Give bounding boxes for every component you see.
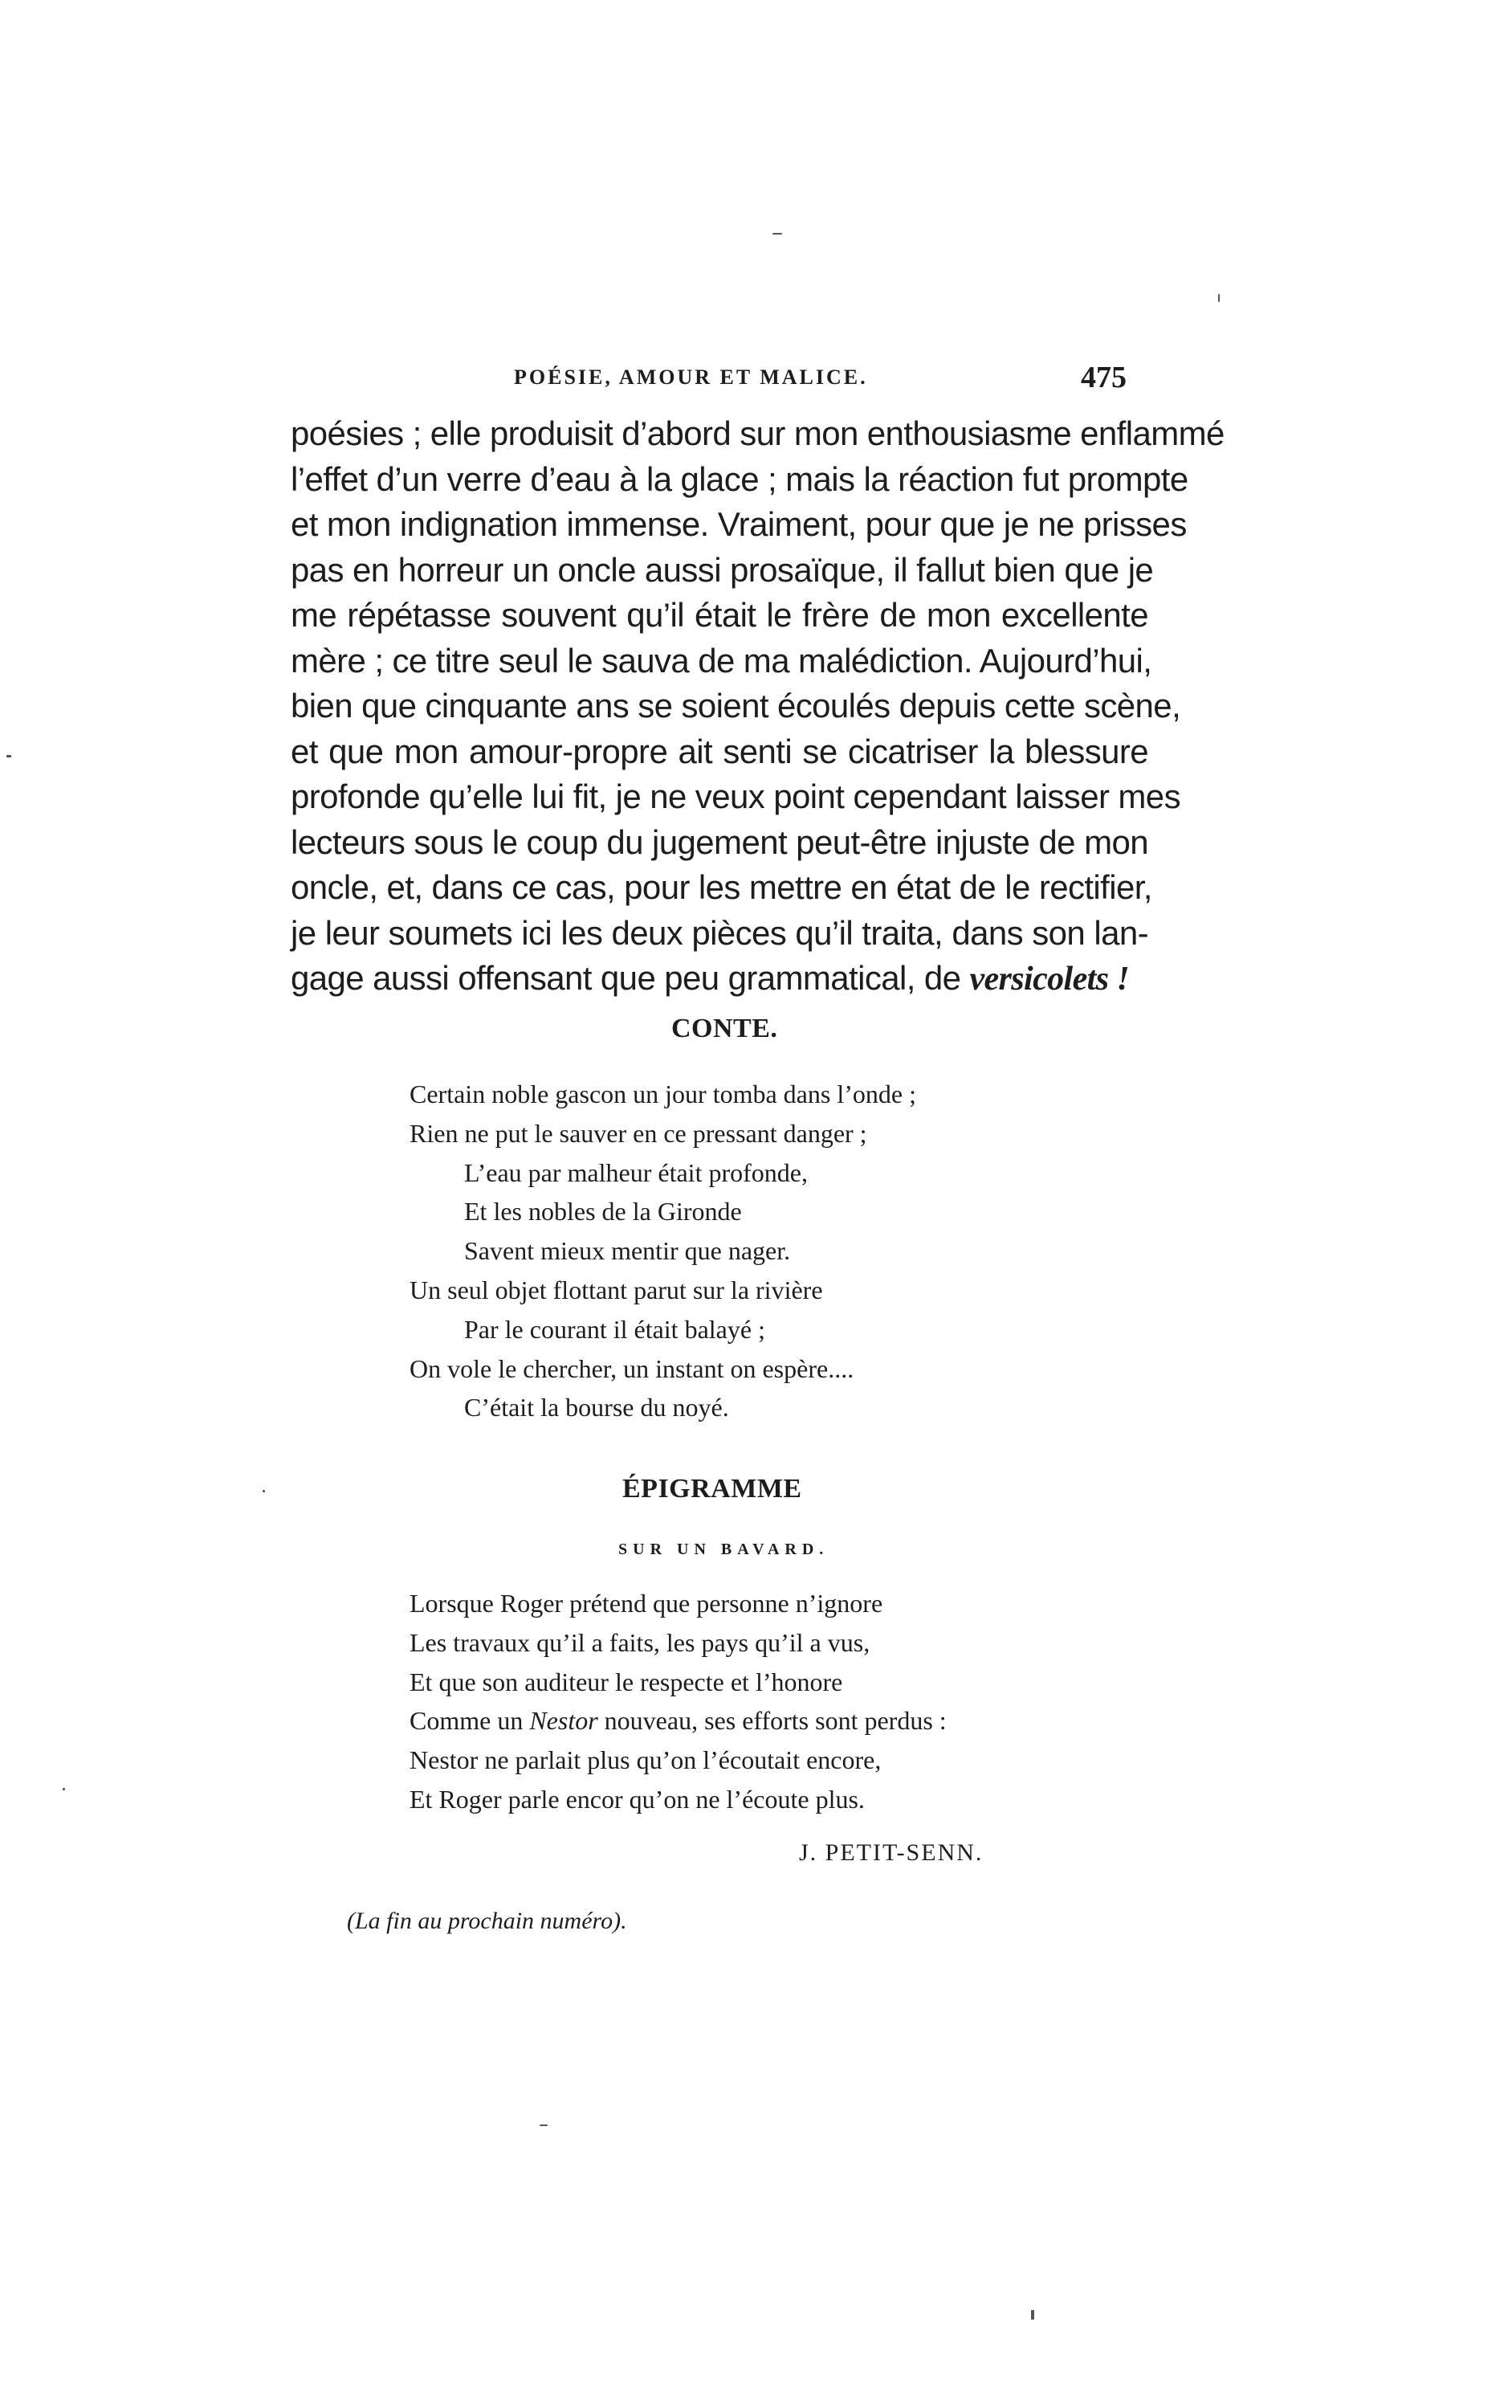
verse-fragment: Comme un [410, 1706, 530, 1736]
prose-emphasis: versicolets ! [969, 961, 1130, 998]
prose-last-text: gage aussi offensant que peu grammatical, de [291, 959, 970, 997]
prose-line: mère ; ce titre seul le sauva de ma malédiction. Aujourd’hui, [291, 641, 1152, 680]
scan-speck [1031, 2310, 1034, 2320]
prose-line: l’effet d’un verre d’eau à la glace ; mais la réaction fut prompte [291, 459, 1188, 498]
prose-line: et que mon amour-propre ait senti se cicatriser la blessure [291, 732, 1148, 770]
verse-line: Les travaux qu’il a faits, les pays qu’il a vus, [410, 1627, 870, 1657]
prose-line: pas en horreur un oncle aussi prosaïque, il fallut bien que je [291, 550, 1154, 589]
verse-line: Par le courant il était balayé ; [464, 1314, 765, 1344]
verse-line: Nestor ne parlait plus qu’on l’écoutait encore, [410, 1745, 882, 1775]
prose-line: profonde qu’elle lui fit, je ne veux point cependant laisser mes [291, 777, 1180, 815]
prose-line: poésies ; elle produisit d’abord sur mon enthousiasme enflammé [291, 414, 1225, 452]
page-number: 475 [1081, 361, 1127, 394]
verse-line: Certain noble gascon un jour tomba dans l’onde ; [410, 1080, 916, 1108]
verse-line [410, 1701, 947, 1741]
epigramme-subtitle: SUR UN BAVARD. [618, 1541, 829, 1558]
prose-paragraph [291, 411, 1225, 1002]
verse-line: Lorsque Roger prétend que personne n’ignore [410, 1589, 883, 1618]
verse-line: L’eau par malheur était profonde, [464, 1157, 808, 1187]
conte-verse [410, 1075, 916, 1427]
verse-line: C’était la bourse du noyé. [464, 1393, 729, 1422]
verse-line: Rien ne put le sauver en ce pressant danger ; [410, 1118, 867, 1148]
scan-speck [1218, 294, 1220, 302]
verse-fragment: nouveau, ses efforts sont perdus : [597, 1706, 947, 1736]
conte-title: CONTE. [671, 1014, 778, 1043]
scan-speck [263, 1490, 265, 1492]
prose-last-line [291, 956, 1148, 1002]
prose-line: bien que cinquante ans se soient écoulés depuis cette scène, [291, 687, 1181, 724]
scan-speck [540, 2124, 548, 2126]
verse-line: Et que son auditeur le respecte et l’honore [410, 1667, 843, 1696]
verse-line: Savent mieux mentir que nager. [464, 1236, 791, 1266]
running-title: POÉSIE, AMOUR ET MALICE. [514, 365, 868, 389]
scan-speck [6, 755, 11, 757]
verse-line: On vole le chercher, un instant on espère.... [410, 1353, 854, 1383]
epigramme-title: ÉPIGRAMME [622, 1474, 802, 1504]
scan-speck [772, 233, 782, 235]
prose-line: je leur soumets ici les deux pièces qu’il traita, dans son lan- [291, 913, 1148, 952]
author-signature: J. PETIT-SENN. [799, 1839, 984, 1866]
prose-line: lecteurs sous le coup du jugement peut-être injuste de mon [291, 822, 1148, 861]
epigramme-verse [410, 1584, 947, 1819]
prose-line: me répétasse souvent qu’il était le frère de mon excellente [291, 596, 1148, 634]
verse-line: Un seul objet flottant parut sur la rivière [410, 1275, 823, 1304]
continuation-note: (La fin au prochain numéro). [347, 1908, 627, 1934]
verse-line: Et Roger parle encor qu’on ne l’écoute plus. [410, 1784, 865, 1814]
prose-line: et mon indignation immense. Vraiment, pour que je ne prisses [291, 505, 1187, 543]
verse-line: Et les nobles de la Gironde [464, 1197, 742, 1226]
verse-emphasis: Nestor [529, 1706, 598, 1736]
prose-line: oncle, et, dans ce cas, pour les mettre en état de le rectifier, [291, 868, 1152, 906]
scan-speck [63, 1788, 65, 1790]
